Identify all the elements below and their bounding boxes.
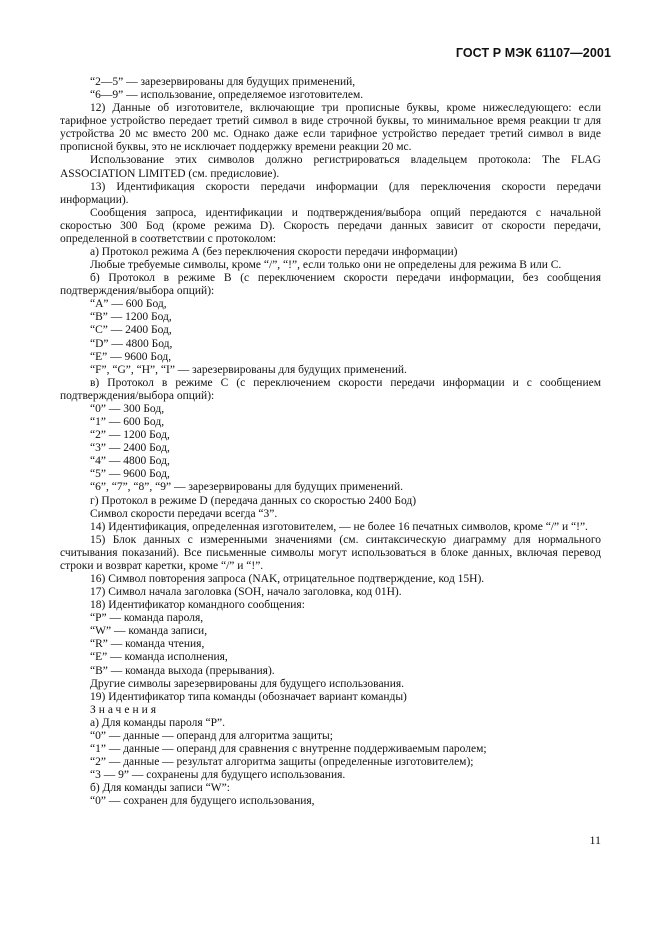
list-item: “E” — команда исполнения, (90, 651, 228, 664)
document-body (60, 76, 601, 808)
list-item: “0” — сохранен для будущего использования, (90, 795, 315, 808)
paragraph: 17) Символ начала заголовка (SOH, начало заголовка, код 01H). (90, 586, 402, 599)
paragraph: 13) Идентификация скорости передачи информации (для переключения скорости передачи информации). (60, 180, 601, 206)
paragraph: “2—5” — зарезервированы для будущих применений, (90, 76, 356, 88)
paragraph: 15) Блок данных с измеренными значениями (см. синтаксическую диаграмму для нормального считывания показаний). Все письменные символы могут использоваться в блоке данных, включая перевод строки и возврат каретки, кроме “/” и “!”. (60, 533, 601, 572)
paragraph: б) Протокол в режиме В (с переключением скорости передачи информации, без сообщения подтверждения/выбора опций): (60, 272, 601, 298)
list-item: “0” — данные — операнд для алгоритма защиты; (90, 729, 333, 742)
paragraph: 16) Символ повторения запроса (NAK, отрицательное подтверждение, код 15H). (90, 572, 485, 585)
list-item: “3” — 2400 Бод, (90, 442, 170, 455)
paragraph: Другие символы зарезервированы для будущего использования. (90, 677, 405, 690)
list-item: “B” — 1200 Бод, (90, 311, 172, 324)
list-item: “R” — команда чтения, (90, 638, 205, 651)
list-item: “B” — команда выхода (прерывания). (90, 664, 275, 677)
page-number: 11 (589, 833, 601, 847)
paragraph: 19) Идентификатор типа команды (обозначает вариант команды) (90, 690, 407, 703)
paragraph: Любые требуемые символы, кроме “/”, “!”, если только они не определены для режима В или С. (90, 259, 562, 272)
list-item: “P” — команда пароля, (90, 612, 204, 625)
list-item: “C” — 2400 Бод, (90, 324, 172, 337)
paragraph: Символ скорости передачи всегда “3”. (90, 507, 278, 520)
list-item: “E” — 9600 Бод, (90, 350, 172, 363)
paragraph: 12) Данные об изготовителе, включающие три прописные буквы, кроме нижеследующего: если тарифное устройство передает третий символ в виде строчной буквы, то минимальное время реакции tr для устройства 20 мс вместо 200 мс. Однако даже если тарифное устройство передает третий символ в виде прописной буквы, это не исключает поддержку времени реакции 20 мс. (60, 102, 601, 154)
list-item: “0” — 300 Бод, (90, 402, 165, 415)
paragraph: в) Протокол в режиме С (с переключением скорости передачи информации и с сообщением подтверждения/выбора опций): (60, 376, 601, 402)
page-header: ГОСТ Р МЭК 61107—2001 (455, 46, 611, 60)
list-item: “D” — 4800 Бод, (90, 337, 173, 350)
paragraph: г) Протокол в режиме D (передача данных со скоростью 2400 Бод) (90, 494, 417, 507)
paragraph: Сообщения запроса, идентификации и подтверждения/выбора опций передаются с начальной скоростью 300 Бод (кроме режима D). Скорость передачи данных зависит от скорости передачи, определенной в соответствии с протоколом: (60, 206, 601, 245)
list-item: “1” — 600 Бод, (90, 416, 165, 429)
list-item: “5” — 9600 Бод, (90, 468, 170, 481)
paragraph: Использование этих символов должно регистрироваться владельцем протокола: The FLAG ASSOCIATION LIMITED (см. предисловие). (60, 154, 601, 180)
list-item: “A” — 600 Бод, (90, 298, 167, 311)
list-item: “F”, “G”, “H”, “I” — зарезервированы для будущих применений. (90, 363, 407, 376)
paragraph: а) Для команды пароля “P”. (90, 716, 225, 729)
list-item: “4” — 4800 Бод, (90, 455, 170, 468)
list-item: “W” — команда записи, (90, 625, 208, 638)
list-item: “2” — данные — результат алгоритма защиты (определенные изготовителем); (90, 756, 474, 769)
paragraph: 18) Идентификатор командного сообщения: (90, 599, 305, 612)
list-item: “1” — данные — операнд для сравнения с внутренне поддерживаемым паролем; (90, 742, 487, 755)
list-item: “2” — 1200 Бод, (90, 429, 170, 442)
paragraph: 14) Идентификация, определенная изготовителем, — не более 16 печатных символов, кроме “/” и “!”. (90, 520, 588, 533)
paragraph: а) Протокол режима А (без переключения скорости передачи информации) (90, 246, 458, 259)
list-item: “6”, “7”, “8”, “9” — зарезервированы для будущих применений. (90, 481, 404, 494)
list-item: “3 — 9” — сохранены для будущего использования. (90, 769, 346, 782)
section-label: Значения (90, 703, 160, 716)
paragraph: “6—9” — использование, определяемое изготовителем. (90, 89, 364, 102)
paragraph: б) Для команды записи “W”: (90, 782, 230, 795)
